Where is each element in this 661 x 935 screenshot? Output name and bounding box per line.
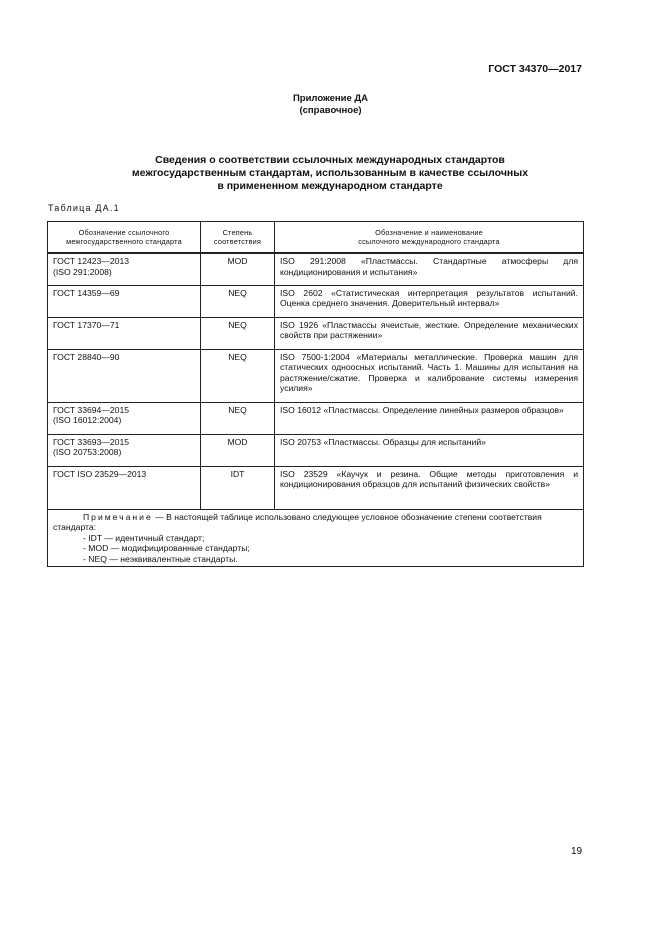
standard-code-cell: ГОСТ 12423—2013 (ISO 291:2008) bbox=[48, 253, 201, 285]
title-line: межгосударственным стандартам, использованным в качестве ссылочных bbox=[131, 167, 529, 179]
table-note bbox=[48, 509, 584, 567]
header-line: ссылочного международного стандарта bbox=[358, 237, 500, 246]
title-line: Сведения о соответствии ссылочных международных стандартов bbox=[155, 154, 505, 166]
reference-cell: ISO 7500-1:2004 «Материалы металлические. Проверка машин для статических одноосных испытаний. Часть 1. Машины для испытания на растяжение/сжатие. Проверка и калибрование системы измерения усилия» bbox=[275, 349, 584, 402]
standard-code-cell: ГОСТ 28840—90 bbox=[48, 349, 201, 402]
note-label: Примечание bbox=[83, 511, 153, 522]
table-header-row bbox=[48, 222, 584, 254]
title-line: в примененном международном стандарте bbox=[217, 180, 443, 192]
degree-cell: MOD bbox=[201, 434, 275, 466]
table-row bbox=[48, 402, 584, 434]
reference-cell: ISO 20753 «Пластмассы. Образцы для испытаний» bbox=[275, 434, 584, 466]
reference-cell: ISO 23529 «Каучук и резина. Общие методы приготовления и кондиционирования образцов для испытаний физических свойств» bbox=[275, 466, 584, 509]
degree-cell: MOD bbox=[201, 253, 275, 285]
reference-cell: ISO 16012 «Пластмассы. Определение линейных размеров образцов» bbox=[275, 402, 584, 434]
column-header-interstate-standard bbox=[48, 222, 201, 254]
column-header-degree bbox=[201, 222, 275, 254]
reference-cell: ISO 1926 «Пластмассы ячеистые, жесткие. Определение механических свойств при растяжении» bbox=[275, 317, 584, 349]
table-caption: Таблица ДА.1 bbox=[48, 203, 120, 213]
table-row bbox=[48, 285, 584, 317]
standard-code-cell: ГОСТ 33694—2015 (ISO 16012:2004) bbox=[48, 402, 201, 434]
header-line: Обозначение ссылочного bbox=[78, 227, 170, 237]
header-line: соответствия bbox=[213, 237, 262, 246]
table-row bbox=[48, 253, 584, 285]
note-item: - IDT — идентичный стандарт; bbox=[83, 533, 578, 544]
standard-code-cell: ГОСТ 33693—2015 (ISO 20753:2008) bbox=[48, 434, 201, 466]
annex-title: Приложение ДА bbox=[292, 93, 369, 104]
standard-code: ГОСТ 34370—2017 bbox=[488, 63, 582, 75]
table-row bbox=[48, 466, 584, 509]
degree-cell: NEQ bbox=[201, 317, 275, 349]
degree-cell: NEQ bbox=[201, 349, 275, 402]
note-item: - MOD — модифицированные стандарты; bbox=[83, 543, 578, 554]
reference-cell: ISO 291:2008 «Пластмассы. Стандартные атмосферы для кондиционирования и испытания» bbox=[275, 253, 584, 285]
note-item: - NEQ — неэквивалентные стандарты. bbox=[83, 554, 578, 565]
table-row bbox=[48, 317, 584, 349]
header-line: межгосударственного стандарта bbox=[66, 237, 182, 246]
table-note-row bbox=[48, 509, 584, 567]
page-number: 19 bbox=[571, 846, 583, 857]
correspondence-table bbox=[47, 221, 584, 567]
table-row bbox=[48, 434, 584, 466]
degree-cell: NEQ bbox=[201, 285, 275, 317]
degree-cell: NEQ bbox=[201, 402, 275, 434]
header-line: Обозначение и наименование bbox=[375, 227, 483, 237]
reference-cell: ISO 2602 «Статистическая интерпретация результатов испытаний. Оценка среднего значения. Доверительный интервал» bbox=[275, 285, 584, 317]
note-text: — В настоящей таблице использовано следующее условное обозначение степени соответствия стандарта: bbox=[53, 511, 542, 533]
annex-subtitle: (справочное) bbox=[299, 105, 362, 116]
standard-code-cell: ГОСТ 14359—69 bbox=[48, 285, 201, 317]
standard-code-cell: ГОСТ 17370—71 bbox=[48, 317, 201, 349]
header-line: Степень bbox=[222, 227, 253, 237]
degree-cell: IDT bbox=[201, 466, 275, 509]
annex-heading bbox=[0, 93, 661, 117]
standard-code-cell: ГОСТ ISO 23529—2013 bbox=[48, 466, 201, 509]
column-header-international-standard bbox=[275, 222, 584, 254]
table-row bbox=[48, 349, 584, 402]
section-title bbox=[90, 154, 570, 193]
